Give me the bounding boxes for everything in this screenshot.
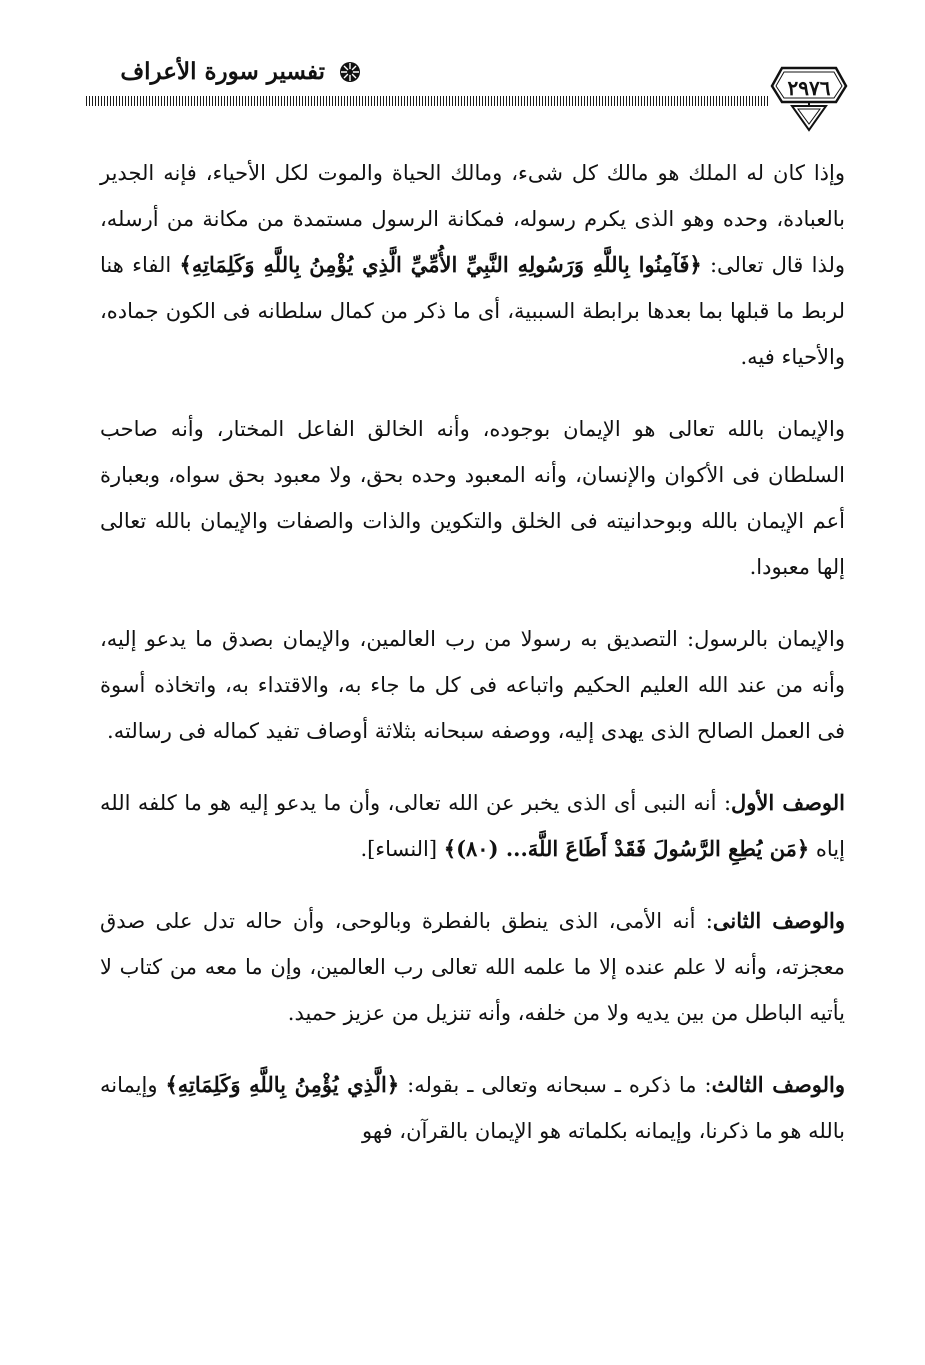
paragraph-text: وإيمانه بالله هو ما ذكرنا، وإيمانه بكلماته هو الإيمان بالقرآن، فهو — [100, 1073, 845, 1143]
quran-quote: ﴿فَآمِنُوا بِاللَّهِ وَرَسُولِهِ النَّبِيِّ الأُمِّيِّ الَّذِي يُؤْمِنُ بِاللَّهِ وَكَلِمَاتِهِ﴾ — [179, 252, 702, 277]
lead-heading: والوصف الثالث — [711, 1072, 846, 1097]
paragraph-4 — [100, 780, 845, 872]
header-rule — [86, 96, 770, 106]
paragraph-5 — [100, 898, 845, 1036]
paragraph-text: : أنه الأمى، الذى ينطق بالفطرة وبالوحى، وأن حاله تدل على صدق معجزته، وأنه لا علم عنده إلا ما علمه الله تعالى رب العالمين، وإن ما معه من كتاب لا يأتيه الباطل من بين يديه ولا من خلفه، وأنه تنزيل من عزيز حميد. — [100, 909, 845, 1025]
paragraph-text: : ما ذكره ـ سبحانه وتعالى ـ بقوله: — [399, 1073, 712, 1097]
paragraph-text: [النساء]. — [360, 837, 444, 861]
running-title: تفسير سورة الأعراف — [120, 58, 325, 85]
page-body — [100, 150, 845, 1180]
paragraph-3 — [100, 616, 845, 754]
paragraph-2 — [100, 406, 845, 590]
paragraph-text: والإيمان بالرسول: التصديق به رسولا من رب العالمين، والإيمان بصدق ما يدعو إليه، وأنه من عند الله العليم الحكيم واتباعه فى كل ما جاء به، والاقتداء به، واتخاذه أسوة فى العمل الصالح الذى يهدى إليه، ووصفه سبحانه بثلاثة أوصاف تفيد كماله فى رسالته. — [100, 627, 845, 743]
paragraph-text: والإيمان بالله تعالى هو الإيمان بوجوده، وأنه الخالق الفاعل المختار، وأنه صاحب السلطان فى الأكوان والإنسان، وأنه المعبود وحده بحق، ولا معبود بحق سواه، وبعبارة أعم الإيمان بالله وبوحدانيته فى الخلق والتكوين والذات والصفات والإيمان بالله تعالى إلها معبودا. — [100, 417, 845, 579]
quran-quote: ﴿مَن يُطِعِ الرَّسُولَ فَقَدْ أَطَاعَ اللَّهَ... (٨٠)﴾ — [443, 836, 810, 861]
paragraph-text: : أنه النبى أى الذى يخبر عن الله تعالى، وأن ما يدعو إليه هو ما كلفه الله إياه — [100, 791, 845, 861]
flower-ornament-icon — [338, 60, 362, 84]
paragraph-text: الفاء هنا لربط ما قبلها بما بعدها برابطة السببية، أى ما ذكر من كمال سلطانه فى الكون جماده، والأحياء فيه. — [100, 253, 845, 369]
paragraph-1 — [100, 150, 845, 380]
lead-heading: الوصف الأول — [731, 790, 845, 815]
quran-quote: ﴿الَّذِي يُؤْمِنُ بِاللَّهِ وَكَلِمَاتِهِ﴾ — [165, 1072, 400, 1097]
page-header — [0, 0, 925, 140]
paragraph-text: وإذا كان له الملك هو مالك كل شىء، ومالك الحياة والموت لكل الأحياء، فإنه الجدير بالعبادة، وحده وهو الذى يكرم رسوله، فمكانة الرسول مستمدة من مكانة من أرسله، ولذا قال تعالى: — [100, 161, 846, 277]
paragraph-6 — [100, 1062, 845, 1154]
page-number: ٢٩٧٦ — [787, 76, 831, 100]
lead-heading: والوصف الثانى — [712, 908, 845, 933]
